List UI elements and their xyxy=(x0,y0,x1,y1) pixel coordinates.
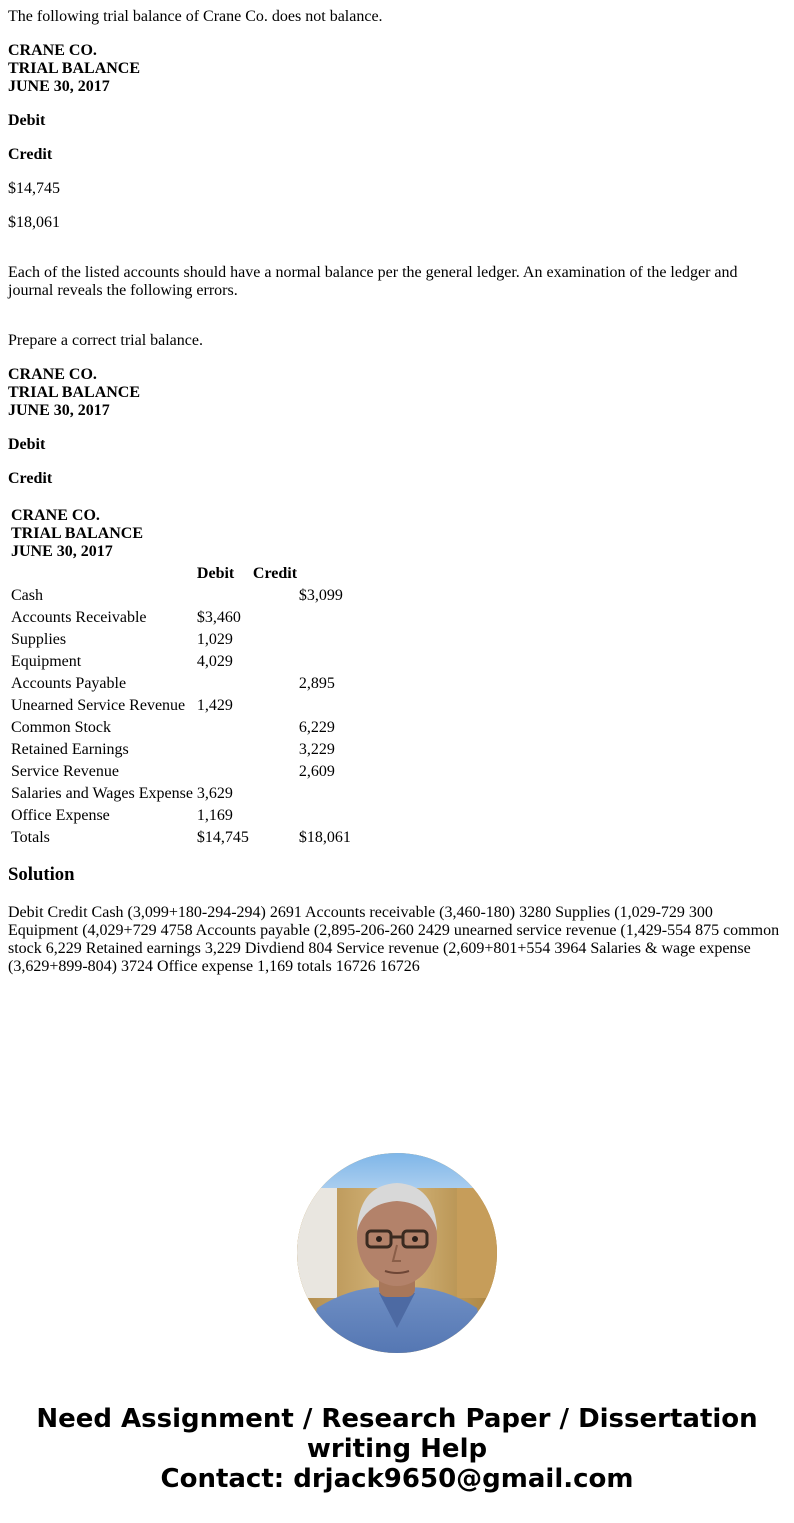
credit-cell: $3,099 xyxy=(298,587,343,604)
debit-cell xyxy=(196,740,250,760)
tb1-credit-total: $18,061 xyxy=(8,214,60,231)
debit-cell xyxy=(196,762,250,782)
instruction-text: Prepare a correct trial balance. xyxy=(8,332,203,349)
debit-cell: 1,169 xyxy=(196,807,233,824)
promo-banner xyxy=(0,1404,794,1494)
table-row xyxy=(10,674,352,694)
table-row xyxy=(10,608,352,628)
tb1-debit-label: Debit xyxy=(8,112,46,129)
account-cell: Accounts Payable xyxy=(11,675,127,692)
solution-text: Debit Credit Cash (3,099+180-294-294) 2691 Accounts receivable (3,460-180) 3280 Supplies (1,029-729 300 Equipment (4,029+729 4758 Accounts payable (2,895-206-260 2429 unearned service revenue (1,429-554 875 common stock 6,229 Retained earnings 3,229 Divdiend 804 Service revenue (2,609+801+554 3964 Salaries & wage expense (3,629+899-804) 3724 Office expense 1,169 totals 16726 16726 xyxy=(8,904,780,975)
account-cell: Accounts Receivable xyxy=(11,609,147,626)
document-body xyxy=(8,8,786,976)
credit-cell: 6,229 xyxy=(298,719,335,736)
account-cell: Equipment xyxy=(11,653,82,670)
table-row xyxy=(10,718,352,738)
table-row xyxy=(10,652,352,672)
credit-cell xyxy=(252,652,352,672)
debit-header: Debit xyxy=(196,565,235,582)
table-title-text: TRIAL BALANCE xyxy=(11,525,144,542)
tb2-title: TRIAL BALANCE xyxy=(8,384,141,401)
account-cell: Salaries and Wages Expense xyxy=(11,785,193,802)
author-portrait-image xyxy=(297,1153,497,1353)
tb2-debit-label: Debit xyxy=(8,436,46,453)
credit-cell: 2,609 xyxy=(298,763,335,780)
debit-cell xyxy=(196,718,250,738)
debit-cell xyxy=(196,674,250,694)
table-row xyxy=(10,696,352,716)
solution-heading: Solution xyxy=(8,864,75,885)
table-row xyxy=(10,586,352,606)
errors-paragraph: Each of the listed accounts should have a normal balance per the general ledger. An examination of the ledger and journal reveals the following errors. xyxy=(8,264,738,299)
promo-line-2: writing Help xyxy=(306,1434,488,1464)
tb2-company: CRANE CO. xyxy=(8,366,97,383)
credit-header: Credit xyxy=(252,565,298,582)
table-title xyxy=(10,506,352,562)
debit-cell xyxy=(196,586,250,606)
tb1-debit-total: $14,745 xyxy=(8,180,60,197)
table-date: JUNE 30, 2017 xyxy=(11,543,113,560)
tb1-company: CRANE CO. xyxy=(8,42,97,59)
debit-cell: 1,029 xyxy=(196,631,233,648)
account-cell: Office Expense xyxy=(11,807,110,824)
tb1-credit-label: Credit xyxy=(8,146,53,163)
tb2-credit-label: Credit xyxy=(8,470,53,487)
promo-contact: Contact: drjack9650@gmail.com xyxy=(160,1464,634,1494)
debit-cell: 1,429 xyxy=(196,697,233,714)
credit-cell: $18,061 xyxy=(298,829,351,846)
account-cell: Common Stock xyxy=(11,719,112,736)
credit-cell: 3,229 xyxy=(298,741,335,758)
intro-text: The following trial balance of Crane Co. does not balance. xyxy=(8,8,383,25)
account-cell: Cash xyxy=(11,587,43,604)
debit-cell: 3,629 xyxy=(196,785,233,802)
account-cell: Retained Earnings xyxy=(11,741,129,758)
table-row xyxy=(10,784,352,804)
table-title-row xyxy=(10,506,352,562)
tb1-heading xyxy=(8,42,786,96)
table-company: CRANE CO. xyxy=(11,507,100,524)
promo-line-1: Need Assignment / Research Paper / Dissertation xyxy=(36,1404,758,1434)
account-cell: Service Revenue xyxy=(11,763,119,780)
account-cell: Unearned Service Revenue xyxy=(11,697,186,714)
table-header-row xyxy=(10,564,352,584)
debit-cell: $3,460 xyxy=(196,609,241,626)
tb2-date: JUNE 30, 2017 xyxy=(8,402,110,419)
table-row xyxy=(10,762,352,782)
table-row xyxy=(10,630,352,650)
account-header xyxy=(10,564,194,584)
credit-cell xyxy=(252,784,352,804)
tb1-title: TRIAL BALANCE xyxy=(8,60,141,77)
tb1-date: JUNE 30, 2017 xyxy=(8,78,110,95)
credit-cell xyxy=(252,806,352,826)
trial-balance-table xyxy=(8,504,354,850)
tb2-heading xyxy=(8,366,786,420)
table-row xyxy=(10,740,352,760)
credit-cell xyxy=(252,608,352,628)
account-cell: Supplies xyxy=(11,631,67,648)
table-row-totals xyxy=(10,828,352,848)
account-cell: Totals xyxy=(11,829,50,846)
credit-cell: 2,895 xyxy=(298,675,335,692)
table-row xyxy=(10,806,352,826)
debit-cell: $14,745 xyxy=(196,829,249,846)
debit-cell: 4,029 xyxy=(196,653,233,670)
credit-cell xyxy=(252,696,352,716)
author-avatar xyxy=(297,1153,497,1353)
credit-cell xyxy=(252,630,352,650)
